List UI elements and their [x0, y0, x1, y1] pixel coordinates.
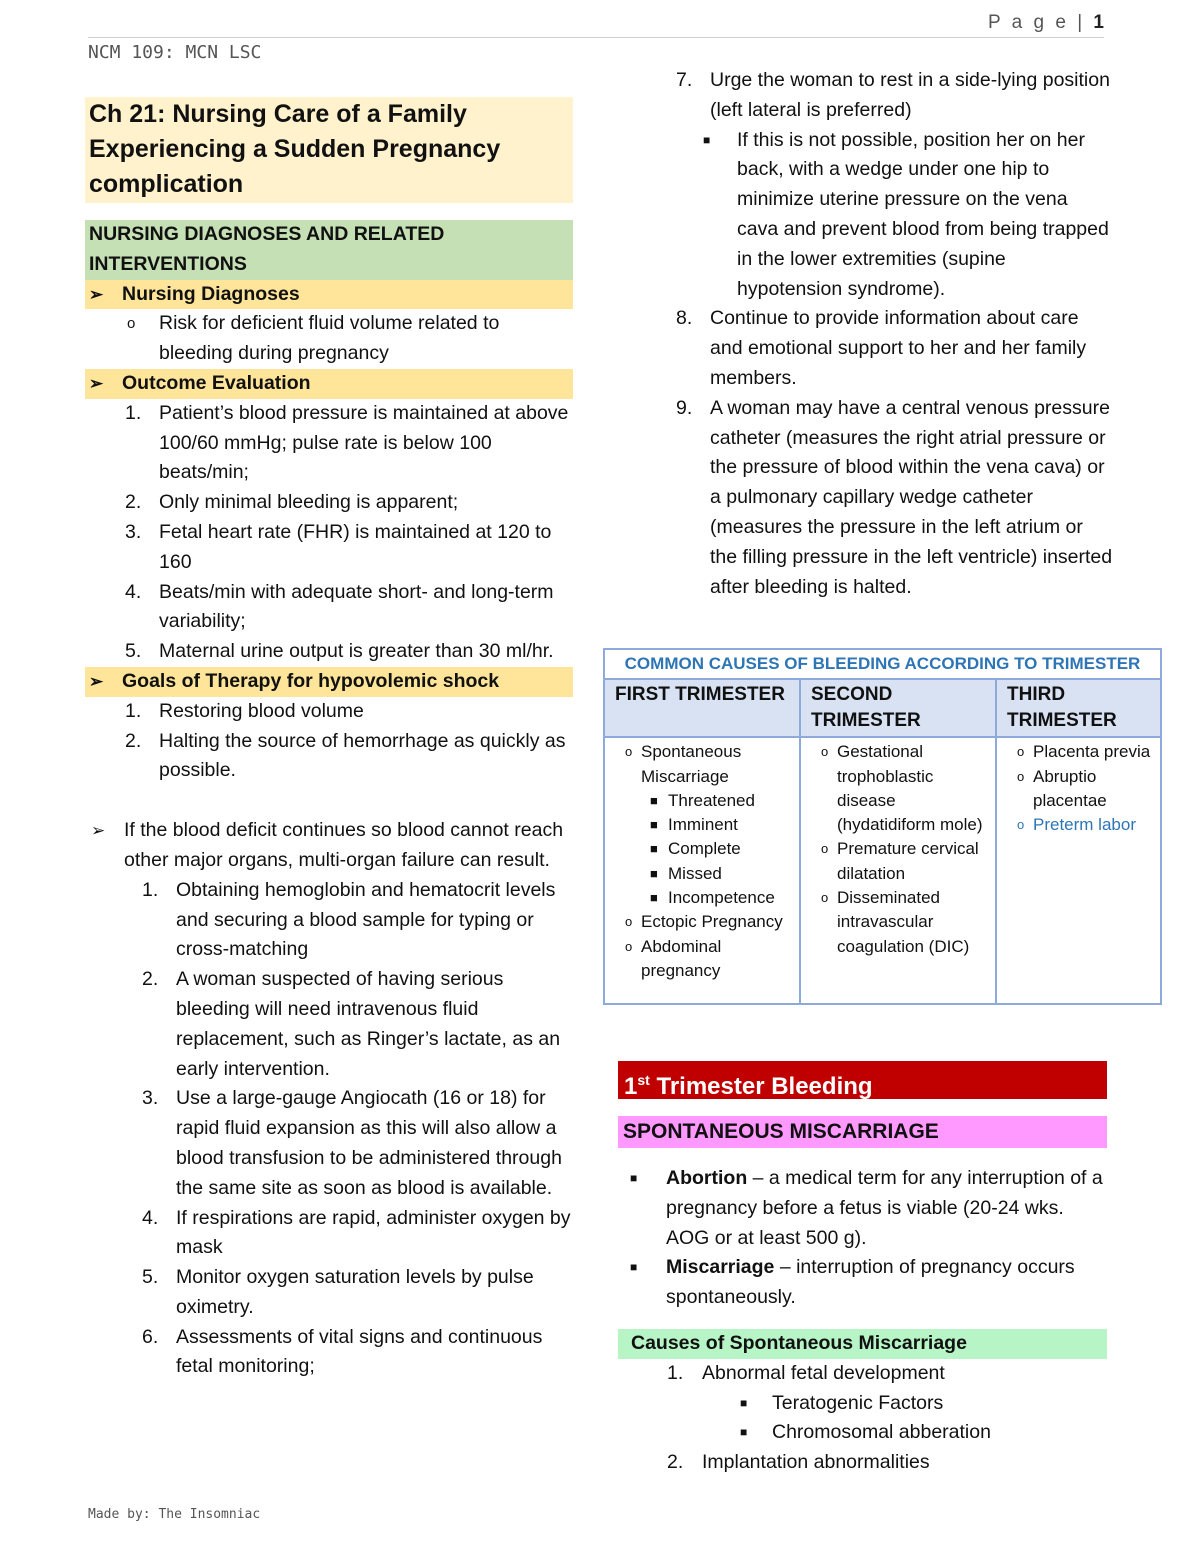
list-item-text: Teratogenic Factors: [772, 1391, 944, 1414]
intro-text: If the blood deficit continues so blood cannot reach other major organs, multi-organ failure can result.: [124, 819, 564, 871]
list-item: [611, 862, 793, 886]
list-item: [85, 309, 573, 369]
list-item-text: Continue to provide information about care and emotional support to her and her family members.: [710, 307, 1087, 389]
page-number: [988, 12, 1104, 34]
arrow-bullet-icon: ➢: [91, 821, 106, 841]
list-item: 4. Beats/min with adequate short- and long-term variability;: [125, 580, 554, 633]
list-item: [807, 740, 989, 837]
miscarriage-section: [618, 1164, 1107, 1478]
header-second-trimester: SECOND TRIMESTER: [800, 679, 996, 737]
square-bullet-icon: ■: [630, 1171, 638, 1185]
circle-bullet-icon: o: [1017, 817, 1025, 833]
square-bullet-icon: ■: [740, 1395, 748, 1410]
list-item-text: Spontaneous Miscarriage: [641, 742, 742, 786]
list-item-text: Imminent: [668, 815, 738, 835]
list-item-text: Monitor oxygen saturation levels by pulse oximetry.: [176, 1266, 534, 1318]
list-item-text: Use a large-gauge Angiocath (16 or 18) for rapid fluid expansion as this will also allow a blood transfusion to be administered through the same site as soon as blood is available.: [176, 1087, 562, 1199]
list-item-text: Obtaining hemoglobin and hematocrit levels and securing a blood sample for typing or cross-matching: [176, 878, 556, 961]
list-item: [611, 886, 793, 910]
list-item: [611, 789, 793, 813]
list-item-text: Maternal urine output is greater than 30 ml/hr.: [159, 640, 554, 663]
list-item: 5. Monitor oxygen saturation levels by pulse oximetry.: [142, 1266, 534, 1318]
arrow-bullet-icon: ➢: [89, 284, 104, 304]
goals-therapy-heading: [85, 667, 573, 697]
spontaneous-miscarriage-heading: SPONTANEOUS MISCARRIAGE: [618, 1116, 1107, 1148]
list-item: 5. Maternal urine output is greater than 30 ml/hr.: [125, 640, 554, 663]
list-item-text: Urge the woman to rest in a side-lying position (left lateral is preferred): [710, 69, 1110, 121]
list-item: [611, 935, 793, 984]
list-item: [611, 813, 793, 837]
cell-second-trimester: [800, 737, 996, 1004]
list-item-text: Only minimal bleeding is apparent;: [159, 491, 459, 514]
footer-credit: Made by: The Insomniac: [88, 1507, 261, 1522]
list-item: [1003, 813, 1154, 837]
circle-bullet-icon: o: [625, 938, 633, 954]
trimester-table: [603, 648, 1162, 1005]
arrow-bullet-icon: ➢: [89, 373, 104, 393]
list-item-text: Abruptio placentae: [1033, 766, 1107, 810]
list-item: [618, 1389, 1107, 1419]
left-column: [85, 97, 573, 1382]
list-item: 2. Implantation abnormalities: [667, 1451, 930, 1474]
circle-bullet-icon: o: [1017, 768, 1025, 784]
arrow-bullet-icon: ➢: [89, 671, 104, 691]
list-item: 1. Obtaining hemoglobin and hematocrit levels and securing a blood sample for typing or cross-matching: [142, 878, 556, 961]
list-item: [1003, 740, 1154, 764]
square-bullet-icon: ■: [740, 1425, 748, 1440]
list-item-text: If this is not possible, position her on her back, with a wedge under one hip to minimize uterine pressure on the vena cava and prevent blood from being trapped in the lower extremities (supine hypotension syndrome).: [737, 128, 1109, 300]
square-bullet-icon: ■: [650, 865, 658, 881]
circle-bullet-icon: o: [127, 315, 136, 333]
page-number-value: 1: [1093, 12, 1104, 33]
causes-heading: Causes of Spontaneous Miscarriage: [618, 1329, 1107, 1359]
cell-third-trimester: [996, 737, 1161, 1004]
square-bullet-icon: ■: [650, 817, 658, 833]
ordinal-number: 1: [624, 1073, 638, 1100]
list-item-text: Preterm labor: [1033, 815, 1136, 835]
outcome-evaluation-label: Outcome Evaluation: [122, 371, 311, 394]
definition-text: – interruption of pregnancy occurs spontaneously.: [666, 1256, 1075, 1309]
list-item-text: Risk for deficient fluid volume related to bleeding during pregnancy: [159, 312, 500, 365]
list-item: 2. A woman suspected of having serious bleeding will need intravenous fluid replacement, such as Ringer’s lactate, as an early intervention.: [142, 968, 561, 1080]
list-item: 7. Urge the woman to rest in a side-lying position (left lateral is preferred): [676, 69, 1110, 121]
nursing-diagnoses-heading: [85, 280, 573, 310]
list-item: [1003, 765, 1154, 814]
list-item-text: Placenta previa: [1033, 742, 1151, 762]
square-bullet-icon: ■: [650, 792, 658, 808]
list-item-text: Abnormal fetal development: [702, 1361, 945, 1384]
square-bullet-icon: ■: [630, 1260, 638, 1275]
square-bullet-icon: ■: [650, 890, 658, 906]
list-item-text: Chromosomal abberation: [772, 1421, 991, 1444]
list-item-text: Missed: [668, 863, 722, 883]
list-item: 3. Fetal heart rate (FHR) is maintained at 120 to 160: [125, 520, 552, 573]
list-item: 1. Restoring blood volume: [125, 699, 364, 722]
list-item-text: If respirations are rapid, administer oxygen by mask: [176, 1206, 571, 1259]
page-label: P a g e |: [988, 12, 1086, 33]
list-item: 2. Halting the source of hemorrhage as quickly as possible.: [125, 729, 566, 782]
list-item-text: Threatened: [668, 790, 755, 810]
circle-bullet-icon: o: [1017, 744, 1025, 760]
list-item: 2. Only minimal bleeding is apparent;: [125, 491, 459, 514]
circle-bullet-icon: o: [625, 914, 633, 930]
header-third-trimester: THIRD TRIMESTER: [996, 679, 1161, 737]
circle-bullet-icon: o: [821, 890, 829, 906]
square-bullet-icon: ■: [703, 132, 711, 147]
goals-therapy-label: Goals of Therapy for hypovolemic shock: [122, 669, 500, 692]
list-item: [807, 886, 989, 959]
list-item-text: A woman suspected of having serious bleeding will need intravenous fluid replacement, such as Ringer’s lactate, as an early intervention.: [176, 968, 561, 1080]
term: Abortion: [666, 1167, 748, 1189]
list-item: [611, 837, 793, 861]
blood-deficit-intro: [85, 816, 573, 876]
list-item: 8. Continue to provide information about care and emotional support to her and her family members.: [676, 307, 1087, 389]
list-item: 4. If respirations are rapid, administer oxygen by mask: [142, 1206, 571, 1259]
square-bullet-icon: ■: [650, 841, 658, 857]
list-item: [611, 910, 793, 934]
list-item-text: Implantation abnormalities: [702, 1451, 930, 1474]
list-item: 6. Assessments of vital signs and continuous fetal monitoring;: [142, 1325, 543, 1378]
list-item: [618, 1418, 1107, 1448]
list-item-text: Fetal heart rate (FHR) is maintained at 120 to 160: [159, 520, 552, 573]
list-item-text: Patient’s blood pressure is maintained at above 100/60 mmHg; pulse rate is below 100 beats/min;: [159, 401, 569, 484]
cell-first-trimester: [604, 737, 800, 1004]
heading-text: Trimester Bleeding: [656, 1073, 873, 1100]
list-item: [603, 126, 1113, 305]
list-item-text: Abdominal pregnancy: [641, 936, 722, 980]
definition-text: – a medical term for any interruption of a pregnancy before a fetus is viable (20-24 wks. AOG or at least 500 g).: [666, 1167, 1103, 1249]
list-item: 1. Patient’s blood pressure is maintained at above 100/60 mmHg; pulse rate is below 100 beats/min;: [125, 401, 569, 484]
list-item: [611, 740, 793, 789]
list-item-text: Beats/min with adequate short- and long-term variability;: [159, 580, 554, 633]
circle-bullet-icon: o: [821, 841, 829, 857]
list-item-text: Gestational trophoblastic disease (hydatidiform mole): [837, 742, 983, 835]
first-trimester-heading: [618, 1061, 1107, 1099]
list-item-text: Restoring blood volume: [159, 699, 364, 722]
list-item: 3. Use a large-gauge Angiocath (16 or 18) for rapid fluid expansion as this will also allow a blood transfusion to be administered through the same site as soon as blood is available.: [142, 1087, 562, 1199]
list-item-text: Halting the source of hemorrhage as quickly as possible.: [159, 729, 566, 782]
term: Miscarriage: [666, 1256, 775, 1279]
list-item-text: Incompetence: [668, 888, 775, 908]
table-title: COMMON CAUSES OF BLEEDING ACCORDING TO TRIMESTER: [604, 649, 1161, 679]
list-item-text: Assessments of vital signs and continuous fetal monitoring;: [176, 1325, 543, 1378]
outcome-evaluation-heading: [85, 369, 573, 399]
list-item-text: Complete: [668, 839, 741, 859]
definition-abortion: [618, 1164, 1107, 1253]
list-item-text: A woman may have a central venous pressure catheter (measures the right atrial pressure or the pressure of blood within the vena cava) or a pulmonary capillary wedge catheter (measures the pressure in the left atrium or the filling pressure in the left ventricle) inserted after bleeding is halted.: [710, 396, 1113, 598]
list-item: 1. Abnormal fetal development: [667, 1361, 945, 1384]
header-rule: [88, 37, 1104, 38]
nursing-diagnoses-label: Nursing Diagnoses: [122, 282, 300, 305]
list-item-text: Disseminated intravascular coagulation (DIC): [837, 888, 970, 956]
circle-bullet-icon: o: [625, 744, 633, 760]
list-item-text: Premature cervical dilatation: [837, 839, 979, 883]
list-item-text: Ectopic Pregnancy: [641, 912, 783, 932]
circle-bullet-icon: o: [821, 744, 829, 760]
definition-miscarriage: [618, 1253, 1107, 1313]
list-item: [807, 837, 989, 886]
course-code: NCM 109: MCN LSC: [88, 42, 262, 63]
list-item: 9. A woman may have a central venous pressure catheter (measures the right atrial pressure or the pressure of blood within the vena cava) or a pulmonary capillary wedge catheter (measures the pressure in the left atrium or the filling pressure in the left ventricle) inserted after bleeding is halted.: [676, 396, 1113, 598]
header-first-trimester: FIRST TRIMESTER: [604, 679, 800, 737]
ordinal-suffix: st: [637, 1072, 650, 1088]
chapter-title: Ch 21: Nursing Care of a Family Experiencing a Sudden Pregnancy complication: [85, 97, 573, 203]
right-column: [603, 66, 1113, 602]
nursing-dx-header: NURSING DIAGNOSES AND RELATED INTERVENTIONS: [85, 220, 573, 280]
